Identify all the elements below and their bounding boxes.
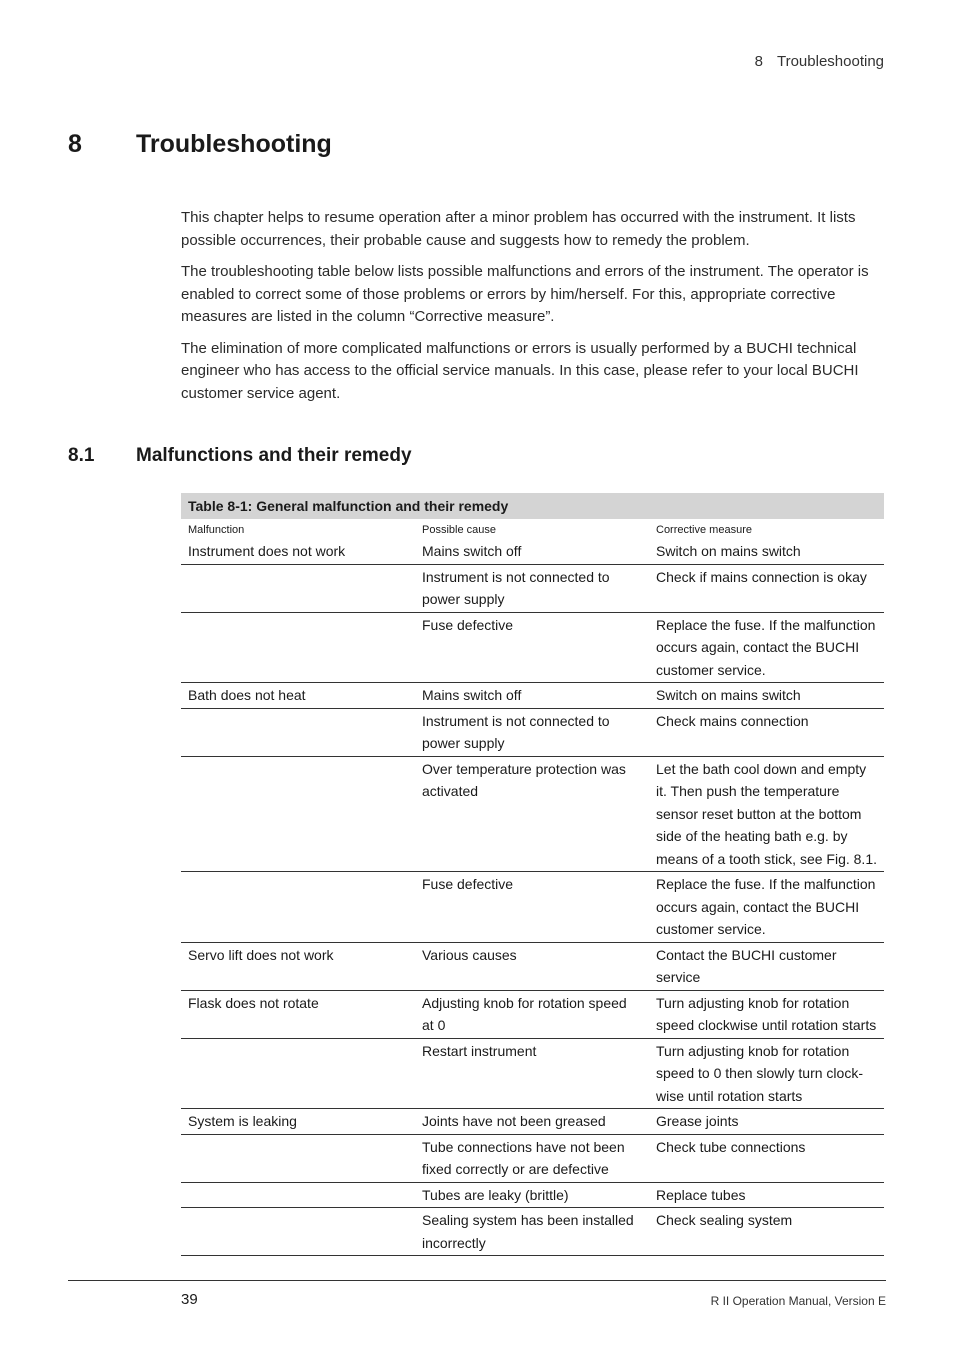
column-header-malfunction: Malfunction (188, 524, 245, 536)
cell-possible-cause: Instrument is not connected to power supply (415, 564, 649, 612)
cell-corrective-measure: Check tube connections (649, 1134, 884, 1182)
table-row (181, 872, 884, 943)
cell-corrective-measure: Check sealing system (649, 1208, 884, 1256)
cell-possible-cause: Sealing system has been installed incorrectly (415, 1208, 649, 1256)
cell-malfunction (181, 1182, 415, 1208)
table-row (181, 756, 884, 872)
cell-corrective-measure: Replace the fuse. If the malfunction occurs again, contact the BUCHI customer service. (649, 612, 884, 683)
cell-possible-cause: Mains switch off (415, 539, 649, 564)
table-caption: Table 8-1: General malfunction and their remedy (181, 493, 884, 519)
document-title: R II Operation Manual, Version E (710, 1294, 886, 1308)
cell-possible-cause: Fuse defective (415, 872, 649, 943)
table-row (181, 1208, 884, 1256)
cell-possible-cause: Tube connections have not been fixed correctly or are defective (415, 1134, 649, 1182)
cell-corrective-measure: Turn adjusting knob for rotation speed clockwise until rotation starts (649, 990, 884, 1038)
cell-malfunction (181, 1208, 415, 1256)
cell-malfunction (181, 1134, 415, 1182)
cell-corrective-measure: Let the bath cool down and empty it. Then push the temperature sensor reset button at the bottom side of the heating bath e.g. by means of a tooth stick, see Fig. 8.1. (649, 756, 884, 872)
chapter-number: 8 (68, 130, 82, 158)
cell-malfunction (181, 756, 415, 872)
cell-possible-cause: Restart instrument (415, 1038, 649, 1109)
chapter-title-text: Troubleshooting (136, 130, 332, 158)
cell-corrective-measure: Switch on mains switch (649, 683, 884, 709)
table-row (181, 1182, 884, 1208)
cell-possible-cause: Various causes (415, 942, 649, 990)
cell-malfunction: Bath does not heat (181, 683, 415, 709)
cell-possible-cause: Adjusting knob for rotation speed at 0 (415, 990, 649, 1038)
table-row (181, 539, 884, 564)
cell-possible-cause: Instrument is not connected to power supply (415, 708, 649, 756)
cell-malfunction (181, 564, 415, 612)
cell-possible-cause: Tubes are leaky (brittle) (415, 1182, 649, 1208)
cell-malfunction: Servo lift does not work (181, 942, 415, 990)
cell-malfunction (181, 708, 415, 756)
section-title-text: Malfunctions and their remedy (136, 445, 412, 466)
table-row (181, 683, 884, 709)
table-row (181, 564, 884, 612)
cell-possible-cause: Fuse defective (415, 612, 649, 683)
intro-paragraph: The elimination of more complicated malfunctions or errors is usually performed by a BUCHI technical engineer who has access to the official service manuals. In this case, please refer to your local BUCHI customer service agent. (181, 339, 859, 402)
intro-text (181, 207, 886, 414)
intro-paragraph: The troubleshooting table below lists possible malfunctions and errors of the instrument. The operator is enabled to correct some of those problems or errors by him/herself. For this, appropriate corrective measures are listed in the column “Corrective measure”. (181, 263, 869, 325)
cell-malfunction: System is leaking (181, 1109, 415, 1135)
cell-malfunction (181, 872, 415, 943)
malfunction-table (181, 493, 884, 1256)
cell-corrective-measure: Grease joints (649, 1109, 884, 1135)
running-header (755, 53, 884, 70)
cell-possible-cause: Mains switch off (415, 683, 649, 709)
cell-malfunction (181, 612, 415, 683)
cell-corrective-measure: Turn adjusting knob for rotation speed to 0 then slowly turn clock-wise until rotation starts (649, 1038, 884, 1109)
cell-malfunction: Flask does not rotate (181, 990, 415, 1038)
column-header-possible-cause: Possible cause (422, 524, 496, 536)
cell-corrective-measure: Contact the BUCHI customer service (649, 942, 884, 990)
section-title (68, 445, 412, 467)
running-header-chapter-label: Troubleshooting (776, 53, 884, 70)
table-row (181, 1134, 884, 1182)
page-number: 39 (181, 1291, 198, 1308)
section-number: 8.1 (68, 445, 95, 466)
cell-malfunction: Instrument does not work (181, 539, 415, 564)
table-row (181, 708, 884, 756)
malfunction-table-grid (181, 519, 884, 1256)
cell-corrective-measure: Replace tubes (649, 1182, 884, 1208)
running-header-chapter-number: 8 (754, 53, 763, 70)
table-header-row (181, 519, 884, 539)
table-row (181, 612, 884, 683)
table-body (181, 539, 884, 1256)
table-row (181, 942, 884, 990)
table-row (181, 1109, 884, 1135)
cell-malfunction (181, 1038, 415, 1109)
cell-corrective-measure: Check if mains connection is okay (649, 564, 884, 612)
cell-possible-cause: Joints have not been greased (415, 1109, 649, 1135)
table-row (181, 990, 884, 1038)
cell-corrective-measure: Switch on mains switch (649, 539, 884, 564)
column-header-corrective-measure: Corrective measure (656, 524, 752, 536)
cell-corrective-measure: Check mains connection (649, 708, 884, 756)
footer-rule (68, 1280, 886, 1281)
table-row (181, 1038, 884, 1109)
chapter-title (68, 130, 332, 159)
intro-paragraph: This chapter helps to resume operation after a minor problem has occurred with the instrument. It lists possible occurrences, their probable cause and suggests how to remedy the problem. (181, 209, 856, 249)
cell-possible-cause: Over temperature protection was activated (415, 756, 649, 872)
cell-corrective-measure: Replace the fuse. If the malfunction occurs again, contact the BUCHI customer service. (649, 872, 884, 943)
